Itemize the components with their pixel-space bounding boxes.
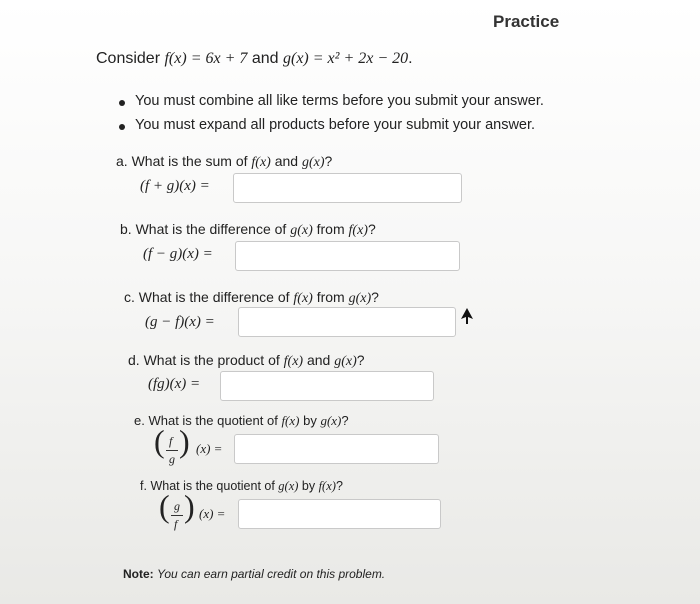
note-text: You can earn partial credit on this problem. (157, 567, 386, 581)
question-c (124, 289, 379, 307)
math-term: f(x) (293, 291, 313, 306)
question-text: What is the quotient of (150, 479, 279, 493)
question-text: and (270, 153, 302, 169)
f-definition: f(x) = 6x + 7 (164, 50, 248, 67)
right-paren: ) (184, 488, 195, 524)
question-text: from (312, 289, 349, 305)
question-text: What is the quotient of (148, 413, 282, 428)
left-paren: ( (159, 488, 170, 524)
math-term: f(x) (348, 223, 368, 238)
question-text: What is the difference of (138, 289, 294, 305)
fraction-bar (171, 515, 183, 516)
answer-label-b: (f − g)(x) = (143, 246, 213, 262)
question-f (140, 479, 343, 494)
answer-input-e[interactable] (234, 434, 439, 464)
fraction-denominator: f (174, 517, 178, 531)
answer-label-f: (x) = (199, 506, 226, 521)
question-text: from (312, 221, 349, 237)
right-paren: ) (179, 423, 190, 459)
question-a (116, 153, 332, 171)
question-text: ? (356, 352, 365, 368)
question-letter: e. (134, 413, 145, 428)
question-text: by (298, 479, 319, 493)
question-text: by (299, 413, 321, 428)
answer-label-a: (f + g)(x) = (140, 178, 210, 194)
intro-joiner: and (247, 50, 283, 67)
math-term: g(x) (334, 354, 357, 369)
question-text: ? (335, 479, 343, 493)
question-text: What is the product of (143, 352, 284, 368)
question-text: ? (341, 413, 349, 428)
question-e (134, 413, 349, 429)
question-text: What is the difference of (135, 221, 291, 237)
question-letter: c. (124, 289, 135, 305)
problem-statement (96, 50, 413, 68)
answer-input-b[interactable] (235, 241, 460, 271)
question-text: What is the sum of (131, 153, 252, 169)
bullet-dot (119, 100, 125, 106)
fraction-denominator: g (169, 452, 175, 466)
fraction-bar (166, 450, 178, 451)
math-term: f(x) (318, 479, 336, 493)
fraction-numerator: f (169, 434, 173, 448)
mouse-cursor-icon (460, 307, 474, 325)
answer-input-d[interactable] (220, 371, 434, 401)
math-term: g(x) (320, 413, 342, 428)
bullet-dot (119, 124, 125, 130)
question-letter: d. (128, 352, 140, 368)
question-b (120, 221, 376, 239)
note (123, 567, 385, 581)
question-d (128, 352, 365, 370)
math-term: g(x) (278, 479, 299, 493)
answer-label-d: (fg)(x) = (148, 376, 201, 392)
answer-input-c[interactable] (238, 307, 456, 337)
question-letter: f. (140, 479, 147, 493)
math-term: g(x) (290, 223, 313, 238)
math-term: g(x) (301, 155, 325, 170)
answer-input-f[interactable] (238, 499, 441, 529)
math-term: g(x) (348, 291, 372, 306)
intro-prefix: Consider (96, 50, 165, 67)
fraction-f-over-g (154, 423, 194, 469)
fraction-g-over-f (159, 488, 199, 534)
question-text: ? (367, 221, 376, 237)
question-text: and (303, 352, 335, 368)
answer-input-a[interactable] (233, 173, 462, 203)
question-text: ? (371, 289, 379, 305)
math-term: f(x) (251, 155, 271, 170)
instruction-2: You must expand all products before your submit your answer. (135, 117, 536, 133)
intro-suffix: . (408, 50, 413, 67)
math-term: f(x) (283, 354, 304, 369)
instruction-1: You must combine all like terms before you submit your answer. (135, 93, 544, 109)
fraction-numerator: g (174, 499, 180, 513)
answer-label-c: (g − f)(x) = (145, 314, 215, 330)
left-paren: ( (154, 423, 165, 459)
page-title: Practice (493, 12, 560, 31)
answer-label-e: (x) = (196, 441, 223, 456)
note-label: Note: (123, 567, 154, 581)
question-letter: b. (120, 221, 132, 237)
question-letter: a. (116, 153, 128, 169)
g-definition: g(x) = x² + 2x − 20 (282, 50, 409, 67)
math-term: f(x) (281, 413, 300, 428)
question-text: ? (324, 153, 333, 169)
